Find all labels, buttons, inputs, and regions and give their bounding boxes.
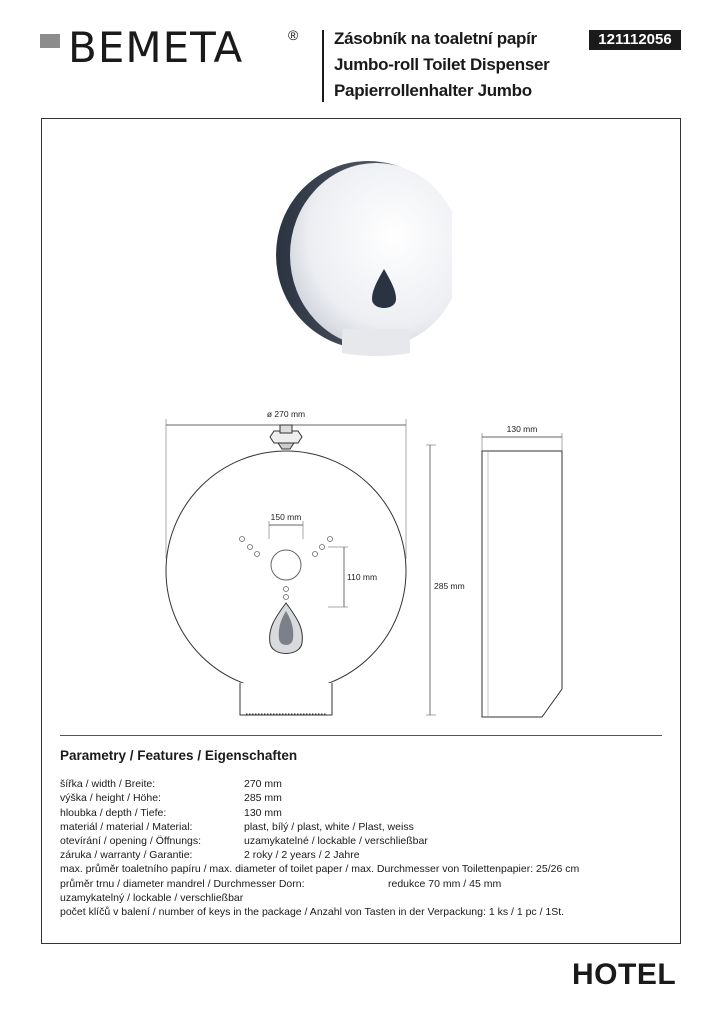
spec-row	[60, 806, 664, 820]
brand-logo	[40, 23, 305, 72]
spec-row	[60, 820, 664, 834]
spec-value: redukce 70 mm / 45 mm	[388, 877, 502, 890]
height-dimension: 285 mm	[434, 581, 465, 591]
lock-knob	[270, 425, 302, 449]
product-titles	[334, 26, 549, 104]
title-en: Jumbo-roll Toilet Dispenser	[334, 55, 550, 74]
spec-row	[60, 848, 664, 862]
section-divider	[60, 735, 662, 736]
hole-spacing-dimension: 150 mm	[270, 512, 302, 522]
spec-value: 2 roky / 2 years / 2 Jahre	[244, 849, 360, 862]
product-code-badge: 121112056	[589, 30, 681, 50]
spec-row	[60, 791, 664, 805]
dispenser-base	[240, 683, 332, 715]
spec-value: 270 mm	[244, 778, 282, 791]
spec-max-diameter: max. průměr toaletního papíru / max. diameter of toilet paper / max. Durchmesser von Toilettenpapier: 25/26 cm	[60, 863, 580, 876]
spec-label: materiál / material / Material:	[60, 820, 193, 833]
spec-row	[60, 834, 664, 848]
brand-name: BEMETA	[68, 23, 244, 72]
title-cz: Zásobník na toaletní papír	[334, 29, 537, 48]
spec-lockable: uzamykatelný / lockable / verschließbar	[60, 891, 244, 904]
specs-heading: Parametry / Features / Eigenschaften	[60, 748, 298, 763]
technical-drawing	[42, 389, 682, 729]
specifications	[60, 749, 664, 919]
spec-value: 285 mm	[244, 792, 282, 805]
spec-label: šířka / width / Breite:	[60, 778, 156, 791]
product-sheet-frame	[41, 118, 681, 944]
category-label: HOTEL	[572, 958, 677, 991]
registered-mark: ®	[288, 27, 299, 43]
spec-label: hloubka / depth / Tiefe:	[60, 806, 167, 819]
spec-label: výška / height / Höhe:	[60, 792, 161, 805]
spec-label: otevírání / opening / Öffnungs:	[60, 834, 202, 847]
spec-label: průměr trnu / diameter mandrel / Durchmesser Dorn:	[60, 877, 305, 890]
spec-label: záruka / warranty / Garantie:	[60, 849, 193, 862]
spec-value: 130 mm	[244, 806, 282, 819]
logo-square	[40, 34, 60, 48]
spec-value: uzamykatelné / lockable / verschließbar	[244, 834, 428, 847]
hole-vertical-dimension: 110 mm	[347, 572, 378, 582]
product-photo	[272, 151, 452, 381]
title-de: Papierrollenhalter Jumbo	[334, 81, 532, 100]
diameter-dimension: ø 270 mm	[266, 409, 306, 419]
spec-value: plast, bílý / plast, white / Plast, weiss	[244, 820, 414, 833]
header-divider	[322, 30, 324, 102]
depth-dimension: 130 mm	[506, 424, 538, 434]
spec-row	[60, 777, 664, 791]
spec-row-mandrel	[60, 877, 664, 891]
dispenser-side-outline	[482, 451, 562, 717]
spec-keys: počet klíčů v balení / number of keys in the package / Anzahl von Tasten in der Verpackung: 1 ks / 1 pc / 1St.	[60, 905, 565, 918]
